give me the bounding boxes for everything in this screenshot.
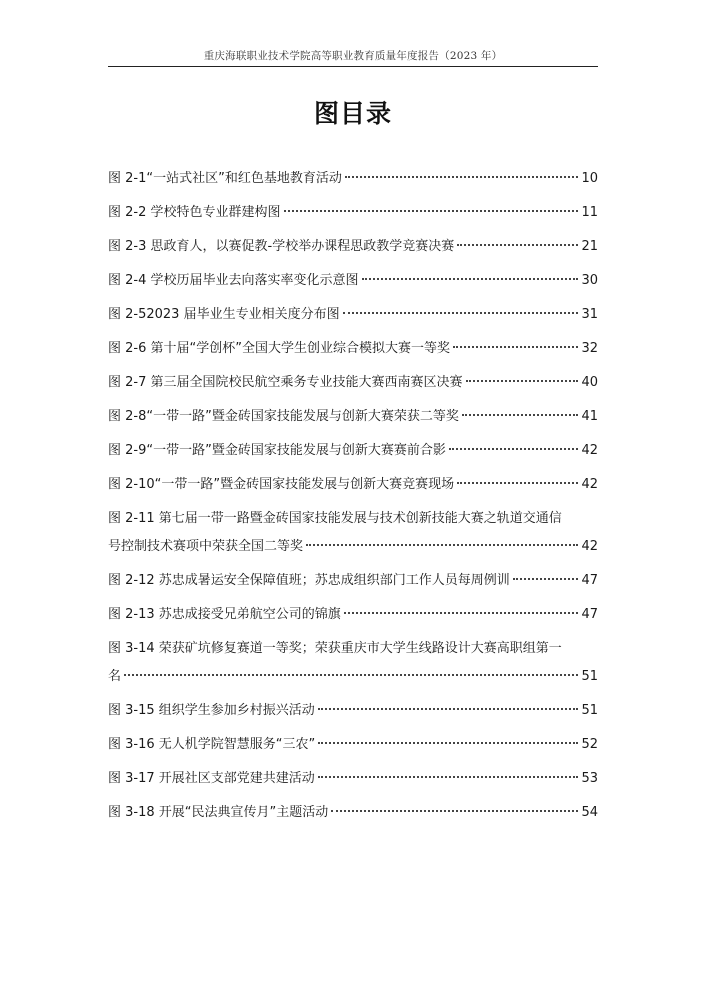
toc-page-number: 32 [581, 341, 598, 356]
toc-entry[interactable] [108, 335, 598, 363]
toc-entry-line [108, 301, 598, 329]
toc-entry-title: 图 2-8“一带一路”暨金砖国家技能发展与创新大赛荣获二等奖 [108, 409, 459, 424]
dot-leader [306, 544, 578, 546]
toc-page-number: 54 [581, 805, 598, 820]
toc-page-number: 42 [581, 443, 598, 458]
toc-page-number: 31 [581, 307, 598, 322]
dot-leader [362, 278, 579, 280]
dot-leader [449, 448, 579, 450]
toc-entry[interactable] [108, 199, 598, 227]
toc-entry[interactable] [108, 471, 598, 499]
dot-leader [318, 742, 578, 744]
toc-entry-line [108, 533, 598, 561]
toc-entry-line [108, 765, 598, 793]
toc-entry-title: 号控制技术赛项中荣获全国二等奖 [108, 539, 304, 554]
toc-page-number: 41 [581, 409, 598, 424]
toc-page-number: 47 [581, 607, 598, 622]
dot-leader [457, 244, 578, 246]
toc-entry-title: 图 2-6 第十届“学创杯”全国大学生创业综合模拟大赛一等奖 [108, 341, 450, 356]
toc-entry-title: 图 2-2 学校特色专业群建构图 [108, 205, 281, 220]
toc-page-number: 47 [581, 573, 598, 588]
toc-entry-title: 图 2-4 学校历届毕业去向落实率变化示意图 [108, 273, 359, 288]
toc-page-number: 51 [581, 669, 598, 684]
toc-page-number: 11 [581, 205, 598, 220]
toc-page-number: 51 [581, 703, 598, 718]
dot-leader [513, 578, 579, 580]
toc-entry-line [108, 799, 598, 827]
toc-entry-line [108, 567, 598, 595]
toc-entry-title: 图 3-17 开展社区支部党建共建活动 [108, 771, 315, 786]
toc-entry-line [108, 267, 598, 295]
toc-page-number: 40 [581, 375, 598, 390]
toc-entry[interactable] [108, 267, 598, 295]
toc-entry[interactable] [108, 799, 598, 827]
toc-entry-line [108, 471, 598, 499]
toc-page-number: 10 [581, 171, 598, 186]
toc-page-number: 53 [581, 771, 598, 786]
toc-entry-line [108, 165, 598, 193]
toc-entry-title: 图 2-52023 届毕业生专业相关度分布图 [108, 307, 340, 322]
running-header: 重庆海联职业技术学院高等职业教育质量年度报告（2023 年） [203, 50, 503, 62]
toc-entry[interactable] [108, 437, 598, 465]
toc-entry[interactable] [108, 403, 598, 431]
toc-page-number: 52 [581, 737, 598, 752]
dot-leader [344, 612, 579, 614]
toc-entry[interactable] [108, 731, 598, 759]
toc-entry-line [108, 335, 598, 363]
toc-entry[interactable] [108, 505, 598, 561]
toc-entry-line [108, 697, 598, 725]
toc-entry-line [108, 233, 598, 261]
toc-entry-line [108, 199, 598, 227]
figure-toc-list [108, 165, 598, 833]
toc-entry[interactable] [108, 601, 598, 629]
toc-entry-line [108, 369, 598, 397]
toc-entry-line [108, 663, 598, 691]
dot-leader [466, 380, 579, 382]
dot-leader [345, 176, 579, 178]
toc-entry-title: 名 [108, 669, 122, 684]
toc-entry-title: 图 2-9“一带一路”暨金砖国家技能发展与创新大赛赛前合影 [108, 443, 446, 458]
dot-leader [343, 312, 579, 314]
dot-leader [453, 346, 578, 348]
toc-entry-title: 图 2-3 思政育人，以赛促教-学校举办课程思政教学竞赛决赛 [108, 239, 455, 254]
dot-leader [457, 482, 578, 484]
toc-entry[interactable] [108, 635, 598, 691]
toc-entry-line [108, 505, 598, 533]
toc-entry-title: 图 3-15 组织学生参加乡村振兴活动 [108, 703, 315, 718]
toc-entry[interactable] [108, 765, 598, 793]
toc-entry-title: 图 2-10“一带一路”暨金砖国家技能发展与创新大赛竞赛现场 [108, 477, 455, 492]
toc-entry-title: 图 2-12 苏忠成暑运安全保障值班；苏忠成组织部门工作人员每周例训 [108, 573, 510, 588]
dot-leader [331, 810, 578, 812]
toc-entry-line [108, 731, 598, 759]
toc-entry-line [108, 601, 598, 629]
toc-entry-title: 图 3-16 无人机学院智慧服务“三农” [108, 737, 316, 752]
toc-entry-title: 图 2-11 第七届一带一路暨金砖国家技能发展与技术创新技能大赛之轨道交通信 [108, 511, 562, 526]
toc-entry-line [108, 437, 598, 465]
dot-leader [462, 414, 579, 416]
dot-leader [284, 210, 579, 212]
toc-entry-title: 图 2-7 第三届全国院校民航空乘务专业技能大赛西南赛区决赛 [108, 375, 463, 390]
toc-entry[interactable] [108, 697, 598, 725]
toc-entry-title: 图 2-13 苏忠成接受兄弟航空公司的锦旗 [108, 607, 341, 622]
toc-entry[interactable] [108, 301, 598, 329]
toc-entry[interactable] [108, 233, 598, 261]
toc-entry[interactable] [108, 165, 598, 193]
toc-page-number: 30 [581, 273, 598, 288]
toc-entry[interactable] [108, 369, 598, 397]
toc-entry-title: 图 3-14 荣获矿坑修复赛道一等奖；荣获重庆市大学生线路设计大赛高职组第一 [108, 641, 562, 656]
dot-leader [124, 674, 578, 676]
dot-leader [318, 708, 579, 710]
toc-entry-line [108, 403, 598, 431]
page-title: 图目录 [313, 99, 392, 128]
toc-page-number: 42 [581, 539, 598, 554]
dot-leader [318, 776, 579, 778]
toc-page-number: 42 [581, 477, 598, 492]
header-rule [108, 66, 598, 67]
toc-entry-title: 图 3-18 开展“民法典宣传月”主题活动 [108, 805, 329, 820]
toc-entry-title: 图 2-1“一站式社区”和红色基地教育活动 [108, 171, 342, 186]
toc-entry-line [108, 635, 598, 663]
toc-entry[interactable] [108, 567, 598, 595]
toc-page-number: 21 [581, 239, 598, 254]
